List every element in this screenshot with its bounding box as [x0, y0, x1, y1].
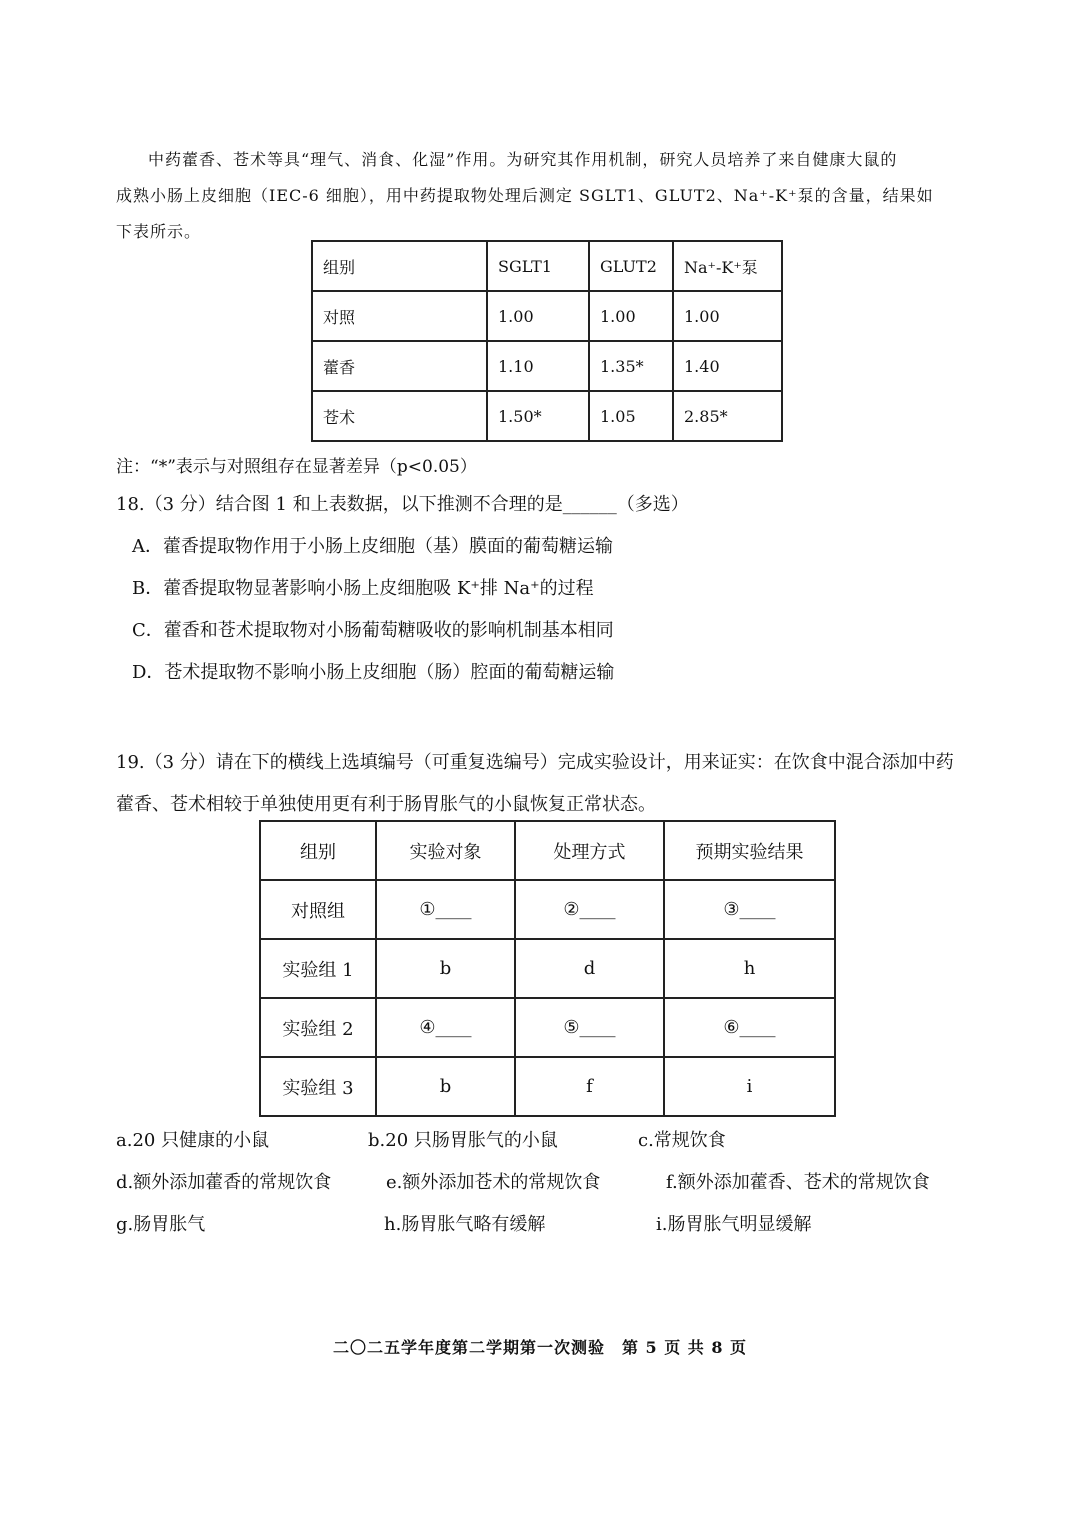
- table-cell: 1.00: [487, 291, 589, 341]
- table-cell: 苍术: [312, 391, 487, 441]
- table-cell: 1.50*: [487, 391, 589, 441]
- option-a: A．藿香提取物作用于小肠上皮细胞（基）膜面的葡萄糖运输: [132, 536, 613, 557]
- expression-table: [311, 240, 783, 442]
- table-cell: h: [664, 939, 835, 998]
- table-cell: b: [376, 1057, 515, 1116]
- table-header-cell: SGLT1: [487, 241, 589, 291]
- blank-3[interactable]: ③____: [664, 880, 835, 939]
- table-cell: 2.85*: [673, 391, 782, 441]
- table-cell: 藿香: [312, 341, 487, 391]
- table-header-row: [260, 821, 835, 880]
- question-19-stem: [116, 742, 976, 826]
- table-header-cell: 组别: [260, 821, 376, 880]
- table-cell: 1.00: [673, 291, 782, 341]
- blank-6[interactable]: ⑥____: [664, 998, 835, 1057]
- table-cell: 实验组 1: [260, 939, 376, 998]
- choice-f: f.额外添加藿香、苍术的常规饮食: [666, 1172, 930, 1193]
- choice-b: b.20 只肠胃胀气的小鼠: [368, 1130, 558, 1151]
- choice-a: a.20 只健康的小鼠: [116, 1130, 270, 1151]
- choice-c: c.常规饮食: [638, 1130, 726, 1151]
- table-cell: 对照: [312, 291, 487, 341]
- intro-line-1: 中药藿香、苍术等具“理气、消食、化湿”作用。为研究其作用机制，研究人员培养了来自健康大鼠的: [148, 150, 898, 169]
- blank-4[interactable]: ④____: [376, 998, 515, 1057]
- table-note: 注：“*”表示与对照组存在显著差异（p<0.05）: [116, 457, 477, 477]
- intro-line-2: 成熟小肠上皮细胞（IEC-6 细胞），用中药提取物处理后测定 SGLT1、GLUT2、Na⁺-K⁺泵的含量，结果如: [116, 186, 934, 205]
- table-cell: 实验组 3: [260, 1057, 376, 1116]
- table-cell: 对照组: [260, 880, 376, 939]
- table-cell: b: [376, 939, 515, 998]
- table-cell: 1.35*: [589, 341, 673, 391]
- table-cell: 1.05: [589, 391, 673, 441]
- table-header-cell: 预期实验结果: [664, 821, 835, 880]
- table-row: [260, 880, 835, 939]
- choice-e: e.额外添加苍术的常规饮食: [386, 1172, 601, 1193]
- table-header-cell: 处理方式: [515, 821, 664, 880]
- table-header-cell: 组别: [312, 241, 487, 291]
- choice-g: g.肠胃胀气: [116, 1214, 206, 1235]
- table-header-cell: 实验对象: [376, 821, 515, 880]
- choice-i: i.肠胃胀气明显缓解: [656, 1214, 812, 1235]
- intro-line-3: 下表所示。: [116, 222, 202, 241]
- table-cell: d: [515, 939, 664, 998]
- intro-paragraph: [116, 142, 966, 250]
- table-row: [312, 341, 782, 391]
- choice-d: d.额外添加藿香的常规饮食: [116, 1172, 332, 1193]
- option-b: B．藿香提取物显著影响小肠上皮细胞吸 K⁺排 Na⁺的过程: [132, 578, 594, 599]
- experiment-design-table: [259, 820, 836, 1117]
- table-cell: 1.10: [487, 341, 589, 391]
- table-cell: 1.00: [589, 291, 673, 341]
- table-row: [260, 1057, 835, 1116]
- table-cell: 实验组 2: [260, 998, 376, 1057]
- table-header-cell: GLUT2: [589, 241, 673, 291]
- blank-1[interactable]: ①____: [376, 880, 515, 939]
- question-18-stem: 18.（3 分）结合图 1 和上表数据，以下推测不合理的是______（多选）: [116, 494, 689, 515]
- table-row: [260, 939, 835, 998]
- option-c: C．藿香和苍术提取物对小肠葡萄糖吸收的影响机制基本相同: [132, 620, 614, 641]
- table-cell: f: [515, 1057, 664, 1116]
- table-row: [260, 998, 835, 1057]
- table-cell: i: [664, 1057, 835, 1116]
- blank-2[interactable]: ②____: [515, 880, 664, 939]
- page-footer: 二〇二五学年度第二学期第一次测验 第 5 页 共 8 页: [332, 1338, 748, 1357]
- table-row: [312, 391, 782, 441]
- blank-5[interactable]: ⑤____: [515, 998, 664, 1057]
- table-header-cell: Na⁺-K⁺泵: [673, 241, 782, 291]
- question-19-line-1: 19.（3 分）请在下的横线上选填编号（可重复选编号）完成实验设计，用来证实：在饮食中混合添加中药: [116, 752, 954, 773]
- question-19-line-2: 藿香、苍术相较于单独使用更有利于肠胃胀气的小鼠恢复正常状态。: [116, 794, 656, 815]
- option-d: D．苍术提取物不影响小肠上皮细胞（肠）腔面的葡萄糖运输: [132, 662, 615, 683]
- table-header-row: [312, 241, 782, 291]
- table-cell: 1.40: [673, 341, 782, 391]
- choice-h: h.肠胃胀气略有缓解: [384, 1214, 546, 1235]
- table-row: [312, 291, 782, 341]
